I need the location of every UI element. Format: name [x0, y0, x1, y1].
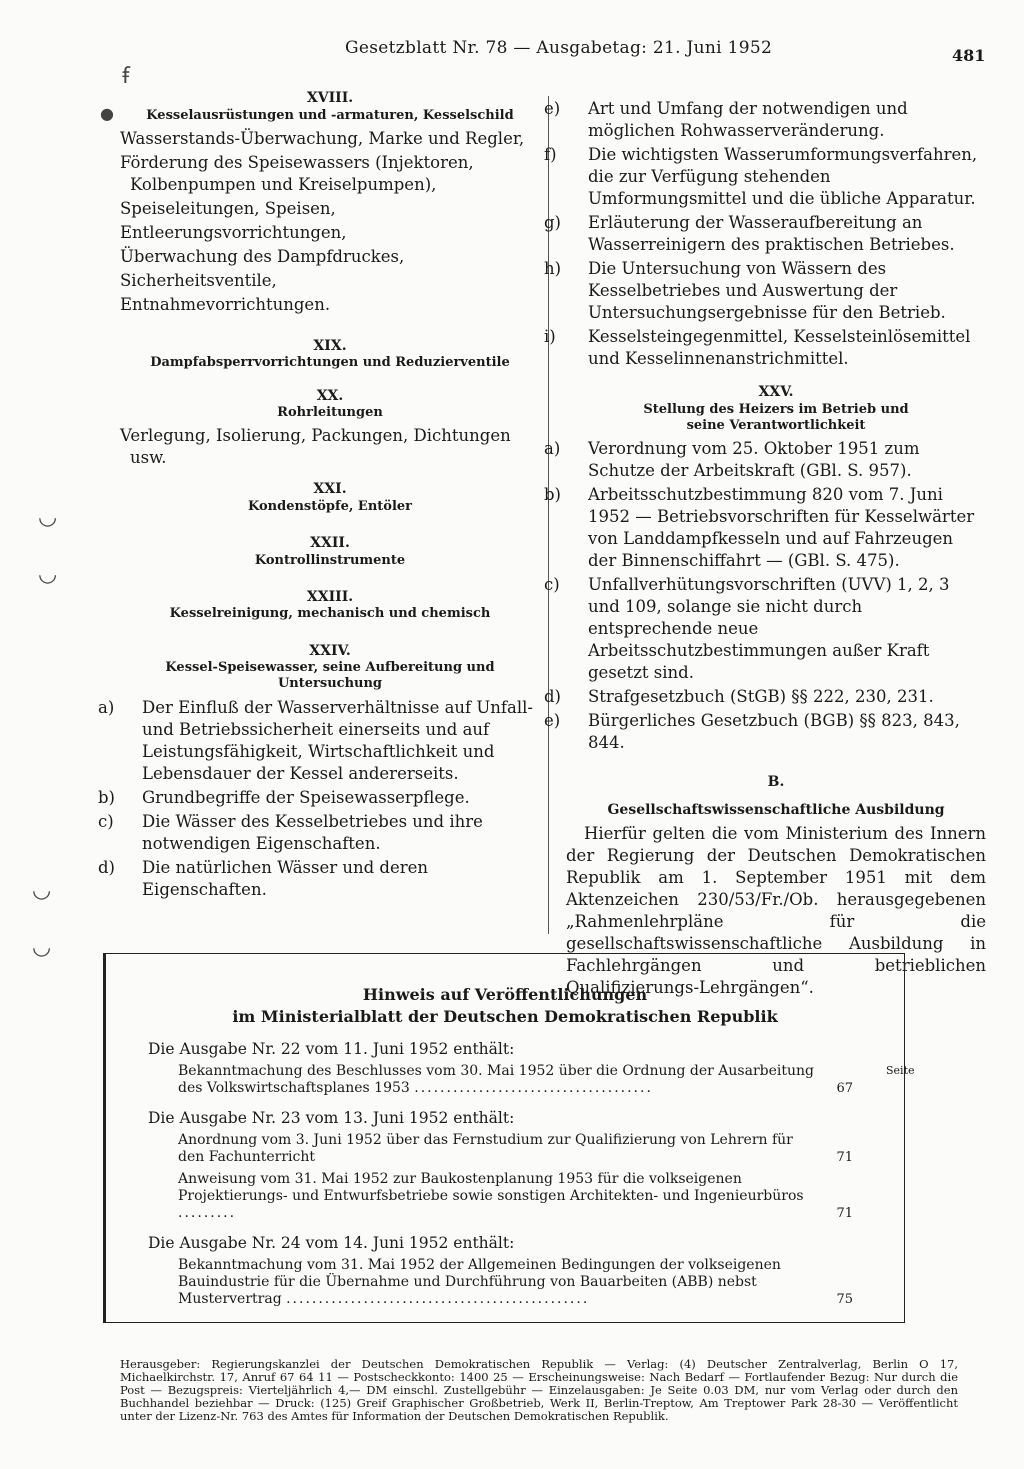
list-item: Förderung des Speisewassers (Injektoren, Kolbenpumpen und Kreiselpumpen), — [120, 152, 474, 194]
section-b — [566, 774, 986, 819]
section-title: Gesellschaftswissenschaftliche Ausbildung — [607, 801, 945, 818]
list-item: Entnahmevorrichtungen. — [120, 294, 331, 314]
page-ref: 71 — [836, 1150, 853, 1165]
issue-entry: Anordnung vom 3. Juni 1952 über das Fernstudium zur Qualifizierung von Lehrern für den Fachunterricht 71 — [178, 1132, 853, 1165]
section-number: XXIV. — [309, 642, 351, 659]
list-item: e) Art und Umfang der notwendigen und möglichen Rohwasserveränderung. — [544, 99, 908, 140]
section-title: Kessel-Speisewasser, seine Aufbereitung und Untersuchung — [165, 660, 495, 692]
list-item: i) Kesselsteingegenmittel, Kesselsteinlösemittel und Kesselinnenanstrichmittel. — [544, 327, 971, 368]
section-title: Dampfabsperrvorrichtungen und Reduzierventile — [150, 355, 510, 371]
list-item: b) Arbeitsschutzbestimmung 820 vom 7. Juni 1952 — Betriebsvorschriften für Kesselwärter von Landdampfkesseln und auf Fahrzeugen der Binnenschiffahrt — (GBl. S. 475). — [544, 485, 975, 570]
list-item: c) Die Wässer des Kesselbetriebes und ihre notwendigen Eigenschaften. — [98, 811, 483, 853]
list-item: e) Bürgerliches Gesetzbuch (BGB) §§ 823, 843, 844. — [544, 711, 960, 752]
section-xxiii — [120, 589, 540, 623]
margin-tick: ◡ — [38, 505, 58, 530]
list-item: h) Die Untersuchung von Wässern des Kesselbetriebes und Auswertung der Untersuchungsergebnisse für den Betrieb. — [544, 259, 946, 322]
list-item: Entleerungsvorrichtungen, — [120, 222, 347, 242]
list-item: g) Erläuterung der Wasseraufbereitung an Wasserreinigern des praktischen Betriebes. — [544, 213, 955, 254]
issue-heading: Die Ausgabe Nr. 22 vom 11. Juni 1952 enthält: — [148, 1040, 515, 1058]
list-item: Wasserstands-Überwachung, Marke und Regler, — [120, 128, 525, 148]
section-number: XXII. — [310, 535, 350, 551]
running-header: Gesetzblatt Nr. 78 — Ausgabetag: 21. Juni 1952 — [345, 38, 773, 58]
box-title-line: im Ministerialblatt der Deutschen Demokratischen Republik — [232, 1007, 778, 1026]
list-item: Speiseleitungen, Speisen, — [120, 198, 336, 218]
list-item: Sicherheitsventile, — [120, 270, 277, 290]
section-xxi — [120, 481, 540, 515]
section-xviii — [120, 90, 540, 124]
section-xxii — [120, 535, 540, 569]
leader-dots: ............................................... — [286, 1291, 590, 1307]
section-number: XXV. — [758, 384, 794, 400]
section-title: Kondenstöpfe, Entöler — [247, 498, 413, 514]
margin-tick: ◡ — [32, 935, 52, 960]
issue-entry: Bekanntmachung vom 31. Mai 1952 der Allgemeinen Bedingungen der volkseigenen Bauindustrie für die Übernahme und Durchführung von Bauarbeiten (ABB) nebst Mustervertrag ............................................... 75 — [178, 1257, 853, 1307]
section-title: Kesselreinigung, mechanisch und chemisch — [169, 606, 491, 622]
section-number: XXIII. — [306, 588, 354, 605]
item-list — [120, 128, 540, 316]
section-text: Hierfür gelten die vom Ministerium des Innern der Regierung der Deutschen Demokratischen Republik am 1. September 1951 mit dem Aktenzeichen 230/53/Fr./Ob. herausgegebenen „Rahmenlehrpläne für die gesellschaftswissenschaftliche Ausbildung in Fachlehrgängen und betrieblichen Qualifizierungs-Lehrgängen“. — [566, 824, 986, 997]
section-number: XVIII. — [306, 90, 354, 106]
imprint-footer: Herausgeber: Regierungskanzlei der Deutschen Demokratischen Republik — Verlag: (4) Deutscher Zentralverlag, Berlin O 17, Michaelkirchstr. 17, Anruf 67 64 11 — Postscheckkonto: 1400 25 — Erscheinungsweise: Nach Bedarf — Fortlaufender Bezug: Nur durch die Post — Bezugspreis: Vierteljährlich 4,— DM einschl. Zustellgebühr — Einzelausgaben: Je Seite 0.03 DM, nur vom Verlag oder durch den Buchhandel beziehbar — Druck: (125) Greif Graphischer Großbetrieb, Werk II, Berlin-Treptow, Am Treptower Park 28-30 — Veröffentlicht unter der Lizenz-Nr. 763 des Amtes für Information der Deutschen Demokratischen Republik. — [120, 1357, 958, 1423]
issue-heading: Die Ausgabe Nr. 23 vom 13. Juni 1952 enthält: — [148, 1109, 515, 1127]
list-item: b) Grundbegriffe der Speisewasserpflege. — [98, 787, 470, 807]
section-text: Verlegung, Isolierung, Packungen, Dichtungen usw. — [120, 426, 511, 468]
list-item: a) Verordnung vom 25. Oktober 1951 zum Schutze der Arbeitskraft (GBl. S. 957). — [544, 439, 920, 480]
margin-dot: ● — [100, 104, 114, 123]
leader-dots: ..................................... — [414, 1080, 653, 1096]
item-list — [98, 697, 540, 901]
box-title — [106, 984, 904, 1028]
section-xxiv — [120, 643, 540, 693]
section-title: Kesselausrüstungen und -armaturen, Kesselschild — [146, 107, 514, 123]
left-column — [98, 90, 540, 903]
list-item: f) Die wichtigsten Wasserumformungsverfahren, die zur Verfügung stehenden Umformungsmittel und die übliche Apparatur. — [544, 145, 978, 208]
list-item: c) Unfallverhütungsvorschriften (UVV) 1, 2, 3 und 109, solange sie nicht durch entsprechende neue Arbeitsschutzbestimmungen außer Kraft gesetzt sind. — [544, 575, 950, 682]
right-column — [544, 98, 986, 999]
page-column-label: Seite — [886, 1064, 915, 1077]
item-list — [544, 438, 986, 754]
list-item: Überwachung des Dampfdruckes, — [120, 246, 405, 266]
section-title: Kontrollinstrumente — [254, 552, 406, 568]
section-xx — [120, 388, 540, 422]
section-title: Rohrleitungen — [277, 405, 383, 420]
issue-entry: Anweisung vom 31. Mai 1952 zur Baukostenplanung 1953 für die volkseigenen Projektierungs- und Entwurfsbetriebe sowie sonstigen Architekten- und Ingenieurbüros ......... 71 — [178, 1171, 853, 1221]
section-xix — [120, 338, 540, 372]
section-number: XX. — [316, 387, 344, 404]
list-item: d) Strafgesetzbuch (StGB) §§ 222, 230, 231. — [544, 687, 934, 706]
issue-heading: Die Ausgabe Nr. 24 vom 14. Juni 1952 enthält: — [148, 1234, 515, 1252]
page-ref: 71 — [836, 1206, 853, 1221]
margin-mark: ꞙ — [122, 64, 130, 89]
leader-dots: ......... — [178, 1205, 237, 1221]
page-ref: 67 — [836, 1081, 853, 1096]
list-item: d) Die natürlichen Wässer und deren Eigenschaften. — [98, 857, 429, 899]
page-ref: 75 — [836, 1292, 853, 1307]
margin-tick: ◡ — [32, 878, 52, 903]
margin-tick: ◡ — [38, 562, 58, 587]
issue-entry: Bekanntmachung des Beschlusses vom 30. Mai 1952 über die Ordnung der Ausarbeitung des Volkswirtschaftsplanes 1953 ..................................... 67 — [178, 1063, 853, 1096]
page-number: 481 — [952, 46, 986, 65]
item-list — [544, 98, 986, 370]
section-number: XXI. — [313, 481, 347, 498]
section-title: Stellung des Heizers im Betrieb und seine Verantwortlichkeit — [643, 401, 909, 433]
section-number: B. — [767, 774, 785, 790]
section-number: XIX. — [313, 337, 347, 354]
list-item: a) Der Einfluß der Wasserverhältnisse auf Unfall- und Betriebssicherheit einerseits und auf Leistungsfähigkeit, Wirtschaftlichkeit und Lebensdauer der Kessel andererseits. — [98, 697, 533, 783]
section-xxv — [566, 384, 986, 434]
publication-notice-box — [103, 953, 915, 1323]
box-title-line: Hinweis auf Veröffentlichungen — [362, 985, 648, 1004]
